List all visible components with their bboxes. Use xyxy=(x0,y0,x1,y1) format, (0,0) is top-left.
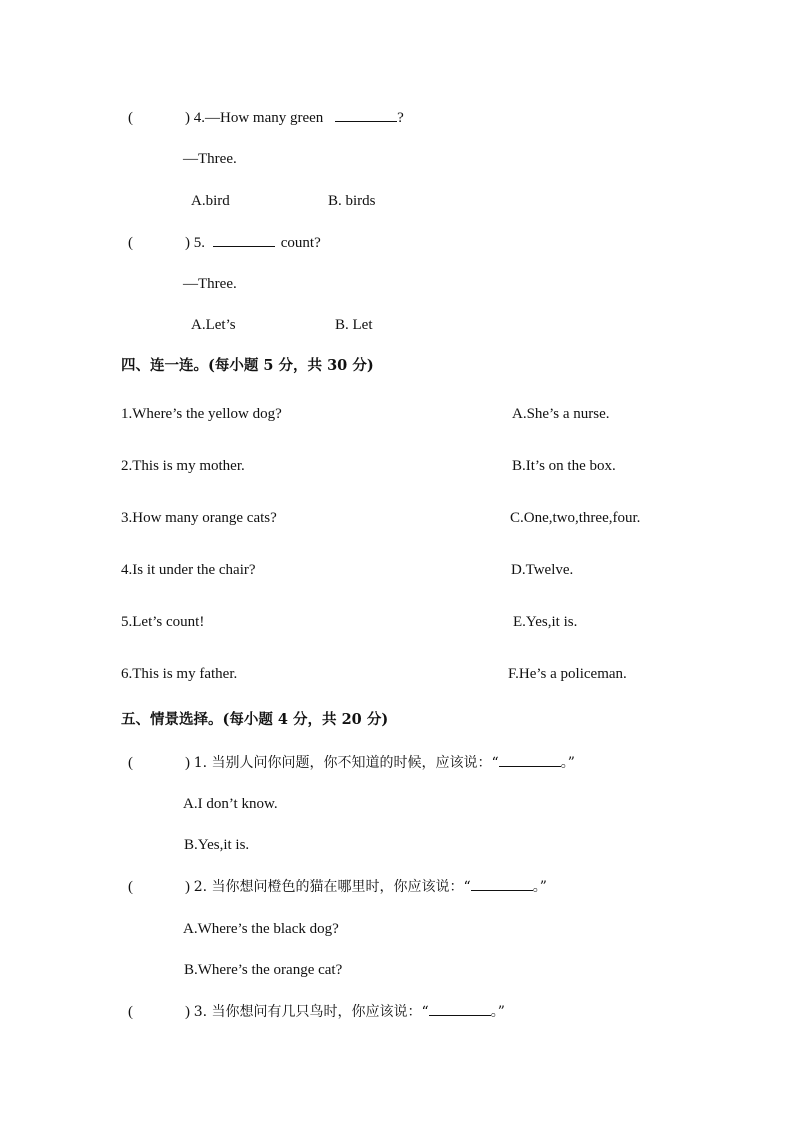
answer-paren-close: ) xyxy=(185,879,190,895)
match-right-b: B.It’s on the box. xyxy=(512,458,616,474)
section-4-heading: 四、连一连。(每小题 5 分，共 30 分) xyxy=(121,357,374,374)
section-5-heading: 五、情景选择。(每小题 4 分，共 20 分) xyxy=(121,711,389,728)
scenario-2-text: 2. 当你想问橙色的猫在哪里时，你应该说：“ xyxy=(193,879,471,895)
match-left-4: 4.Is it under the chair? xyxy=(121,562,256,578)
match-left-2: 2.This is my mother. xyxy=(121,458,245,474)
match-right-e: E.Yes,it is. xyxy=(513,614,578,630)
answer-paren-open: ( xyxy=(128,235,133,251)
match-left-3: 3.How many orange cats? xyxy=(121,510,277,526)
scenario-2-option-a: A.Where’s the black dog? xyxy=(183,921,339,937)
match-right-c: C.One,two,three,four. xyxy=(510,510,641,526)
match-right-f: F.He’s a policeman. xyxy=(508,666,627,682)
scenario-1-line xyxy=(128,752,575,773)
fill-blank[interactable] xyxy=(499,752,561,767)
question-4-suffix: ? xyxy=(397,110,404,126)
match-left-1: 1.Where’s the yellow dog? xyxy=(121,406,282,422)
fill-blank[interactable] xyxy=(429,1001,491,1016)
answer-paren-open: ( xyxy=(128,879,133,895)
question-4-line xyxy=(128,107,404,128)
scenario-2-option-b: B.Where’s the orange cat? xyxy=(184,962,343,978)
answer-paren-open: ( xyxy=(128,110,133,126)
question-5-option-a: A.Let’s xyxy=(191,317,236,333)
scenario-2-line xyxy=(128,876,547,897)
scenario-3-line xyxy=(128,1001,505,1022)
answer-paren-open: ( xyxy=(128,755,133,771)
match-right-d: D.Twelve. xyxy=(511,562,574,578)
question-5-line xyxy=(128,232,321,253)
question-5-number: 5. xyxy=(193,235,205,251)
scenario-1-text: 1. 当别人问你问题，你不知道的时候，应该说：“ xyxy=(193,755,499,771)
answer-paren-close: ) xyxy=(185,235,190,251)
answer-paren-close: ) xyxy=(185,1004,190,1020)
fill-blank[interactable] xyxy=(213,232,275,247)
match-left-6: 6.This is my father. xyxy=(121,666,238,682)
answer-paren-close: ) xyxy=(185,755,190,771)
scenario-1-option-b: B.Yes,it is. xyxy=(184,837,250,853)
match-right-a: A.She’s a nurse. xyxy=(512,406,610,422)
scenario-2-end: 。” xyxy=(532,879,547,895)
scenario-3-text: 3. 当你想问有几只鸟时，你应该说：“ xyxy=(193,1004,429,1020)
answer-paren-open: ( xyxy=(128,1004,133,1020)
question-5-option-b: B. Let xyxy=(335,317,373,333)
question-4-option-b: B. birds xyxy=(328,193,376,209)
scenario-1-end: 。” xyxy=(560,755,575,771)
answer-paren-close: ) xyxy=(185,110,190,126)
question-4-option-a: A.bird xyxy=(191,193,230,209)
fill-blank[interactable] xyxy=(335,107,397,122)
scenario-3-end: 。” xyxy=(490,1004,505,1020)
fill-blank[interactable] xyxy=(471,876,533,891)
match-left-5: 5.Let’s count! xyxy=(121,614,205,630)
scenario-1-option-a: A.I don’t know. xyxy=(183,796,278,812)
question-5-suffix: count? xyxy=(280,235,321,251)
question-4-answer: —Three. xyxy=(183,151,237,167)
question-5-answer: —Three. xyxy=(183,276,237,292)
question-4-text: 4.—How many green xyxy=(193,110,324,126)
